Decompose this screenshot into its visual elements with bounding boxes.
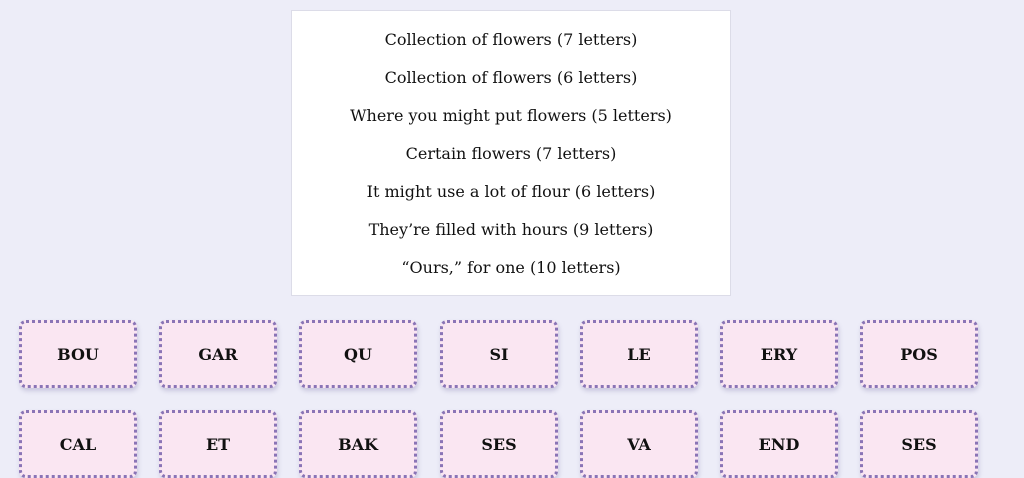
clue-3: Where you might put flowers (5 letters) bbox=[350, 106, 672, 125]
tile-le[interactable]: LE bbox=[580, 320, 698, 388]
tile-et[interactable]: ET bbox=[159, 410, 277, 478]
tile-cal[interactable]: CAL bbox=[19, 410, 137, 478]
tile-si[interactable]: SI bbox=[440, 320, 558, 388]
tile-qu[interactable]: QU bbox=[299, 320, 417, 388]
tile-end[interactable]: END bbox=[720, 410, 838, 478]
tile-ses-2[interactable]: SES bbox=[860, 410, 978, 478]
clue-5: It might use a lot of flour (6 letters) bbox=[366, 182, 656, 201]
clue-1: Collection of flowers (7 letters) bbox=[384, 30, 638, 49]
clue-4: Certain flowers (7 letters) bbox=[405, 144, 617, 163]
clue-2: Collection of flowers (6 letters) bbox=[384, 68, 638, 87]
tile-ery[interactable]: ERY bbox=[720, 320, 838, 388]
clue-6: They’re filled with hours (9 letters) bbox=[368, 220, 654, 239]
clue-7: “Ours,” for one (10 letters) bbox=[401, 258, 621, 277]
tile-ses[interactable]: SES bbox=[440, 410, 558, 478]
tile-pos[interactable]: POS bbox=[860, 320, 978, 388]
tile-gar[interactable]: GAR bbox=[159, 320, 277, 388]
tile-bak[interactable]: BAK bbox=[299, 410, 417, 478]
tile-va[interactable]: VA bbox=[580, 410, 698, 478]
tile-bou[interactable]: BOU bbox=[19, 320, 137, 388]
